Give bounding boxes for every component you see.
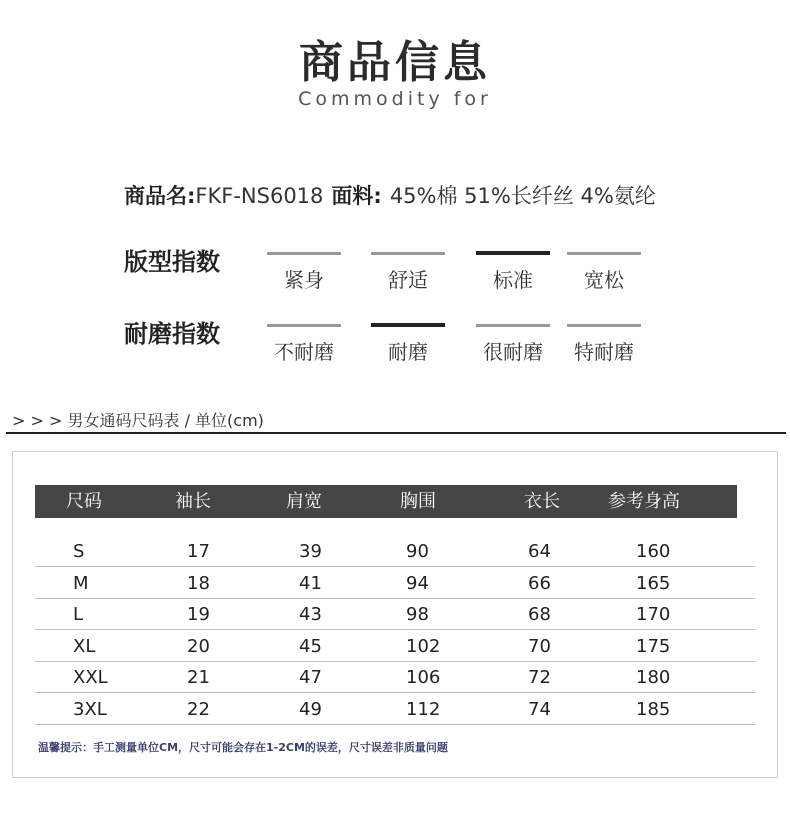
table-cell: 64 (528, 541, 551, 562)
fit-rating-indicator-bar (476, 251, 550, 255)
fit-rating-label: 版型指数 (124, 248, 220, 276)
page-title: 商品信息 (299, 37, 491, 88)
table-cell: 19 (187, 604, 210, 625)
measurement-note: 温馨提示：手工测量单位CM，尺寸可能会存在1-2CM的误差，尺寸误差非质量问题 (38, 741, 448, 754)
table-cell: 22 (187, 698, 210, 720)
row-divider (35, 724, 755, 725)
durability-rating-indicator-bar (567, 324, 641, 327)
table-cell: 47 (299, 667, 322, 688)
fit-rating-indicator-bar (267, 252, 341, 255)
table-row (35, 568, 755, 599)
durability-rating-option (267, 324, 341, 365)
durability-rating-option-label: 耐磨 (388, 340, 428, 364)
table-cell: 72 (528, 667, 551, 688)
table-cell: 180 (636, 667, 671, 688)
table-cell: 21 (187, 667, 210, 688)
fit-rating-option-label: 宽松 (584, 268, 624, 292)
table-cell: XXL (73, 667, 108, 688)
product-info-line (124, 180, 656, 210)
table-cell: 17 (187, 541, 210, 562)
page-subtitle: Commodity for (298, 88, 492, 110)
table-cell: 20 (187, 635, 210, 657)
fit-rating-option (267, 252, 341, 293)
table-cell: M (73, 572, 89, 594)
durability-rating-option (567, 324, 641, 365)
column-header: 袖长 (175, 491, 211, 512)
table-cell: 74 (528, 698, 551, 720)
table-row (35, 599, 755, 630)
fabric-label: 面料: (331, 184, 382, 208)
durability-rating-indicator-bar (267, 324, 341, 327)
fit-rating-option (476, 252, 550, 293)
durability-rating-option-label: 很耐磨 (483, 340, 543, 364)
table-row (35, 662, 755, 693)
table-cell: 70 (528, 635, 551, 657)
durability-rating-option-label: 特耐磨 (574, 340, 634, 364)
table-row (35, 694, 755, 725)
table-row (35, 536, 755, 567)
column-header: 胸围 (400, 491, 436, 512)
table-cell: 102 (406, 635, 441, 657)
table-cell: 175 (636, 635, 671, 657)
fit-rating-option (567, 252, 641, 293)
fabric-value: 45%棉 51%长纤丝 4%氨纶 (389, 184, 656, 208)
table-cell: 45 (299, 635, 322, 657)
fit-rating-indicator-bar (567, 252, 641, 255)
fit-rating-option-label: 紧身 (284, 268, 324, 292)
product-name-label: 商品名: (124, 184, 196, 208)
durability-rating-option (476, 324, 550, 365)
table-cell: 18 (187, 572, 210, 594)
table-row (35, 631, 755, 662)
table-cell: 112 (406, 698, 441, 720)
durability-rating-indicator-bar (371, 323, 445, 327)
durability-rating-option (371, 324, 445, 365)
table-cell: XL (73, 635, 96, 657)
column-header: 衣长 (524, 491, 560, 512)
column-header: 肩宽 (286, 491, 322, 512)
divider (6, 432, 786, 434)
table-cell: L (73, 604, 84, 625)
durability-rating-indicator-bar (476, 324, 550, 327)
column-header: 参考身高 (608, 491, 680, 512)
product-name-value: FKF-NS6018 (195, 184, 324, 208)
durability-rating-option-label: 不耐磨 (274, 340, 334, 364)
table-cell: 41 (299, 572, 322, 594)
table-cell: 170 (636, 604, 671, 625)
table-cell: 90 (406, 541, 429, 562)
table-cell: 68 (528, 604, 551, 625)
fit-rating-indicator-bar (371, 252, 445, 255)
fit-rating-option-label: 标准 (493, 268, 533, 292)
table-cell: 43 (299, 604, 322, 625)
table-cell: 49 (299, 698, 322, 720)
fit-rating-option (371, 252, 445, 293)
table-cell: 160 (636, 541, 671, 562)
table-cell: 98 (406, 604, 429, 625)
table-cell: S (73, 541, 85, 562)
table-cell: 3XL (73, 698, 107, 720)
fit-rating-option-label: 舒适 (388, 268, 428, 292)
table-cell: 185 (636, 698, 671, 720)
table-cell: 165 (636, 572, 671, 594)
size-chart-heading: > > > 男女通码尺码表 / 单位(cm) (12, 411, 264, 430)
table-cell: 39 (299, 541, 322, 562)
table-cell: 94 (406, 572, 429, 594)
table-cell: 106 (406, 667, 441, 688)
size-table-header (35, 485, 737, 518)
column-header: 尺码 (66, 491, 102, 512)
table-cell: 66 (528, 572, 551, 594)
durability-rating-label: 耐磨指数 (124, 320, 220, 348)
